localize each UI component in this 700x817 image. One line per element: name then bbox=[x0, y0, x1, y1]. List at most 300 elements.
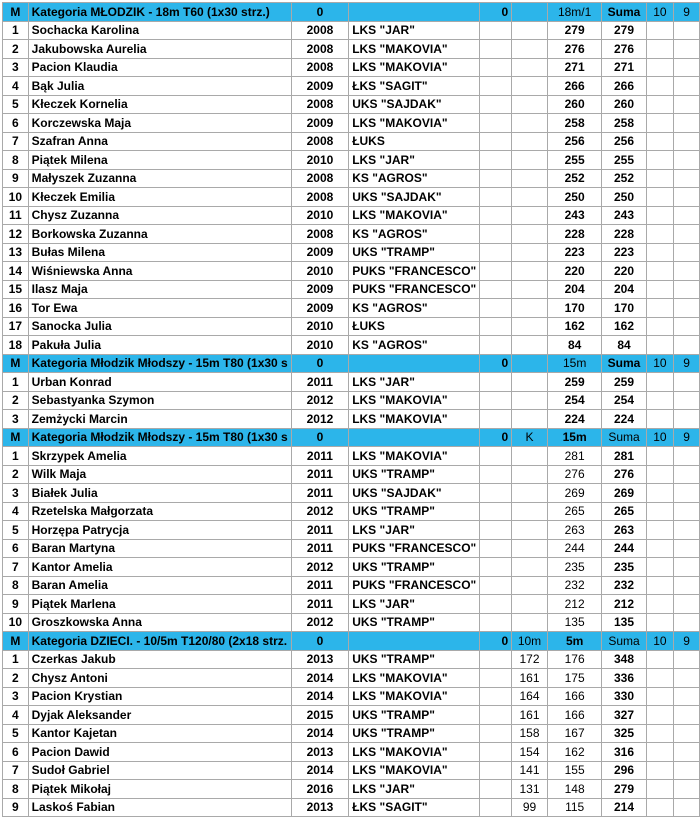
cell-c5 bbox=[480, 484, 512, 503]
cell-place: 5 bbox=[3, 724, 29, 743]
cell-club: UKS "TRAMP" bbox=[349, 724, 480, 743]
cell-tens bbox=[646, 576, 674, 595]
cell-score: 223 bbox=[547, 243, 602, 262]
cell-score: 84 bbox=[547, 336, 602, 355]
cell-name: Pakuła Julia bbox=[28, 336, 291, 355]
cell-year: 2015 bbox=[291, 706, 348, 725]
header-cell-tens: 10 bbox=[646, 632, 674, 651]
header-cell-c5: 0 bbox=[480, 3, 512, 22]
cell-sum: 279 bbox=[602, 780, 646, 799]
cell-year: 2013 bbox=[291, 743, 348, 762]
cell-place: 1 bbox=[3, 650, 29, 669]
cell-year: 2011 bbox=[291, 373, 348, 392]
cell-sum: 135 bbox=[602, 613, 646, 632]
cell-score: 204 bbox=[547, 280, 602, 299]
cell-club: LKS "MAKOVIA" bbox=[349, 40, 480, 59]
cell-year: 2010 bbox=[291, 336, 348, 355]
table-row bbox=[3, 706, 700, 725]
cell-c6 bbox=[512, 410, 548, 429]
cell-c5 bbox=[480, 58, 512, 77]
cell-year: 2011 bbox=[291, 465, 348, 484]
cell-club: ŁUKS bbox=[349, 132, 480, 151]
cell-place: 14 bbox=[3, 262, 29, 281]
cell-sum: 162 bbox=[602, 317, 646, 336]
cell-club: LKS "MAKOVIA" bbox=[349, 761, 480, 780]
cell-tens bbox=[646, 447, 674, 466]
cell-sum: 255 bbox=[602, 151, 646, 170]
cell-tens bbox=[646, 521, 674, 540]
cell-club: UKS "TRAMP" bbox=[349, 613, 480, 632]
cell-year: 2008 bbox=[291, 188, 348, 207]
cell-c6 bbox=[512, 558, 548, 577]
cell-score: 254 bbox=[547, 391, 602, 410]
cell-nines bbox=[674, 114, 700, 133]
cell-c6 bbox=[512, 539, 548, 558]
cell-score: 155 bbox=[547, 761, 602, 780]
cell-tens bbox=[646, 169, 674, 188]
cell-name: Białek Julia bbox=[28, 484, 291, 503]
cell-place: 8 bbox=[3, 151, 29, 170]
table-row bbox=[3, 77, 700, 96]
cell-name: Dyjak Aleksander bbox=[28, 706, 291, 725]
cell-c5 bbox=[480, 576, 512, 595]
cell-place: 9 bbox=[3, 595, 29, 614]
cell-nines bbox=[674, 484, 700, 503]
cell-c5 bbox=[480, 558, 512, 577]
cell-name: Pacion Dawid bbox=[28, 743, 291, 762]
cell-score: 224 bbox=[547, 410, 602, 429]
cell-c5 bbox=[480, 798, 512, 817]
table-row bbox=[3, 243, 700, 262]
cell-c6: 161 bbox=[512, 706, 548, 725]
cell-nines bbox=[674, 317, 700, 336]
cell-sum: 263 bbox=[602, 521, 646, 540]
cell-c5 bbox=[480, 724, 512, 743]
header-cell-place: M bbox=[3, 3, 29, 22]
cell-club: LKS "JAR" bbox=[349, 151, 480, 170]
cell-nines bbox=[674, 798, 700, 817]
cell-tens bbox=[646, 317, 674, 336]
cell-club: UKS "SAJDAK" bbox=[349, 188, 480, 207]
table-row bbox=[3, 262, 700, 281]
cell-nines bbox=[674, 225, 700, 244]
table-row bbox=[3, 410, 700, 429]
cell-place: 3 bbox=[3, 484, 29, 503]
cell-score: 250 bbox=[547, 188, 602, 207]
cell-nines bbox=[674, 299, 700, 318]
cell-place: 9 bbox=[3, 798, 29, 817]
cell-c6 bbox=[512, 132, 548, 151]
cell-sum: 220 bbox=[602, 262, 646, 281]
cell-tens bbox=[646, 706, 674, 725]
cell-year: 2008 bbox=[291, 132, 348, 151]
cell-place: 4 bbox=[3, 706, 29, 725]
table-row bbox=[3, 576, 700, 595]
cell-year: 2009 bbox=[291, 114, 348, 133]
cell-name: Piątek Milena bbox=[28, 151, 291, 170]
cell-c5 bbox=[480, 595, 512, 614]
cell-nines bbox=[674, 502, 700, 521]
cell-tens bbox=[646, 798, 674, 817]
cell-c6 bbox=[512, 465, 548, 484]
cell-nines bbox=[674, 280, 700, 299]
cell-name: Sochacka Karolina bbox=[28, 21, 291, 40]
cell-place: 16 bbox=[3, 299, 29, 318]
cell-c6 bbox=[512, 21, 548, 40]
cell-place: 8 bbox=[3, 576, 29, 595]
cell-name: Tor Ewa bbox=[28, 299, 291, 318]
cell-sum: 204 bbox=[602, 280, 646, 299]
cell-tens bbox=[646, 280, 674, 299]
cell-nines bbox=[674, 262, 700, 281]
cell-tens bbox=[646, 77, 674, 96]
cell-nines bbox=[674, 132, 700, 151]
table-row bbox=[3, 391, 700, 410]
cell-year: 2016 bbox=[291, 780, 348, 799]
table-row bbox=[3, 336, 700, 355]
cell-sum: 276 bbox=[602, 465, 646, 484]
cell-sum: 336 bbox=[602, 669, 646, 688]
cell-score: 166 bbox=[547, 687, 602, 706]
cell-tens bbox=[646, 558, 674, 577]
cell-tens bbox=[646, 21, 674, 40]
cell-name: Szafran Anna bbox=[28, 132, 291, 151]
cell-c6: 158 bbox=[512, 724, 548, 743]
cell-sum: 266 bbox=[602, 77, 646, 96]
cell-sum: 260 bbox=[602, 95, 646, 114]
cell-year: 2008 bbox=[291, 225, 348, 244]
header-cell-nines: 9 bbox=[674, 428, 700, 447]
cell-c5 bbox=[480, 613, 512, 632]
cell-c5 bbox=[480, 780, 512, 799]
header-cell-club bbox=[349, 428, 480, 447]
table-row bbox=[3, 780, 700, 799]
header-cell-club bbox=[349, 3, 480, 22]
cell-nines bbox=[674, 77, 700, 96]
header-cell-tens: 10 bbox=[646, 3, 674, 22]
cell-club: PUKS "FRANCESCO" bbox=[349, 539, 480, 558]
cell-score: 256 bbox=[547, 132, 602, 151]
table-row bbox=[3, 724, 700, 743]
cell-c6 bbox=[512, 225, 548, 244]
table-row bbox=[3, 169, 700, 188]
cell-place: 7 bbox=[3, 558, 29, 577]
cell-c6: 164 bbox=[512, 687, 548, 706]
cell-c6: 161 bbox=[512, 669, 548, 688]
cell-place: 7 bbox=[3, 132, 29, 151]
table-row bbox=[3, 687, 700, 706]
cell-year: 2012 bbox=[291, 558, 348, 577]
cell-c6 bbox=[512, 114, 548, 133]
cell-c5 bbox=[480, 447, 512, 466]
cell-tens bbox=[646, 151, 674, 170]
cell-c6 bbox=[512, 336, 548, 355]
cell-c6 bbox=[512, 447, 548, 466]
cell-nines bbox=[674, 613, 700, 632]
table-row bbox=[3, 373, 700, 392]
cell-sum: 259 bbox=[602, 373, 646, 392]
cell-place: 6 bbox=[3, 114, 29, 133]
cell-place: 5 bbox=[3, 521, 29, 540]
cell-club: ŁUKS bbox=[349, 317, 480, 336]
cell-place: 2 bbox=[3, 669, 29, 688]
cell-c6 bbox=[512, 262, 548, 281]
cell-name: Laskoś Fabian bbox=[28, 798, 291, 817]
cell-c5 bbox=[480, 465, 512, 484]
cell-tens bbox=[646, 132, 674, 151]
cell-year: 2013 bbox=[291, 650, 348, 669]
table-row bbox=[3, 465, 700, 484]
cell-tens bbox=[646, 539, 674, 558]
cell-score: 252 bbox=[547, 169, 602, 188]
cell-sum: 271 bbox=[602, 58, 646, 77]
cell-sum: 279 bbox=[602, 21, 646, 40]
cell-year: 2012 bbox=[291, 502, 348, 521]
cell-club: LKS "JAR" bbox=[349, 521, 480, 540]
cell-c5 bbox=[480, 280, 512, 299]
header-cell-sum: Suma bbox=[602, 632, 646, 651]
category-header-row bbox=[3, 632, 700, 651]
table-row bbox=[3, 317, 700, 336]
cell-c6 bbox=[512, 243, 548, 262]
cell-place: 1 bbox=[3, 373, 29, 392]
category-title: Kategoria Młodzik Młodszy - 15m T80 (1x30 s bbox=[28, 354, 291, 373]
cell-place: 4 bbox=[3, 77, 29, 96]
cell-club: PUKS "FRANCESCO" bbox=[349, 262, 480, 281]
table-row bbox=[3, 484, 700, 503]
cell-tens bbox=[646, 58, 674, 77]
cell-tens bbox=[646, 687, 674, 706]
cell-c5 bbox=[480, 706, 512, 725]
header-cell-score: 15m bbox=[547, 354, 602, 373]
cell-club: LKS "MAKOVIA" bbox=[349, 391, 480, 410]
cell-name: Sanocka Julia bbox=[28, 317, 291, 336]
header-cell-nines: 9 bbox=[674, 632, 700, 651]
cell-year: 2009 bbox=[291, 299, 348, 318]
cell-c6 bbox=[512, 576, 548, 595]
table-row bbox=[3, 21, 700, 40]
cell-score: 162 bbox=[547, 317, 602, 336]
cell-c5 bbox=[480, 521, 512, 540]
cell-nines bbox=[674, 706, 700, 725]
cell-name: Wilk Maja bbox=[28, 465, 291, 484]
cell-score: 259 bbox=[547, 373, 602, 392]
cell-sum: 256 bbox=[602, 132, 646, 151]
cell-sum: 212 bbox=[602, 595, 646, 614]
cell-tens bbox=[646, 613, 674, 632]
cell-c6 bbox=[512, 151, 548, 170]
cell-club: KS "AGROS" bbox=[349, 336, 480, 355]
cell-sum: 254 bbox=[602, 391, 646, 410]
cell-sum: 214 bbox=[602, 798, 646, 817]
cell-name: Sebastyanka Szymon bbox=[28, 391, 291, 410]
cell-c5 bbox=[480, 188, 512, 207]
category-title: Kategoria Młodzik Młodszy - 15m T80 (1x30 s bbox=[28, 428, 291, 447]
cell-sum: 316 bbox=[602, 743, 646, 762]
cell-score: 135 bbox=[547, 613, 602, 632]
cell-club: LKS "MAKOVIA" bbox=[349, 447, 480, 466]
cell-c5 bbox=[480, 502, 512, 521]
cell-c6 bbox=[512, 317, 548, 336]
cell-c5 bbox=[480, 114, 512, 133]
cell-year: 2011 bbox=[291, 539, 348, 558]
header-cell-c5: 0 bbox=[480, 428, 512, 447]
cell-tens bbox=[646, 40, 674, 59]
table-row bbox=[3, 206, 700, 225]
cell-club: LKS "MAKOVIA" bbox=[349, 669, 480, 688]
cell-c5 bbox=[480, 95, 512, 114]
cell-sum: 243 bbox=[602, 206, 646, 225]
cell-tens bbox=[646, 410, 674, 429]
cell-tens bbox=[646, 373, 674, 392]
cell-nines bbox=[674, 391, 700, 410]
cell-nines bbox=[674, 151, 700, 170]
cell-year: 2010 bbox=[291, 151, 348, 170]
cell-club: LKS "JAR" bbox=[349, 595, 480, 614]
cell-sum: 258 bbox=[602, 114, 646, 133]
cell-nines bbox=[674, 58, 700, 77]
cell-score: 258 bbox=[547, 114, 602, 133]
cell-score: 269 bbox=[547, 484, 602, 503]
category-title: Kategoria MŁODZIK - 18m T60 (1x30 strz.) bbox=[28, 3, 291, 22]
cell-name: Korczewska Maja bbox=[28, 114, 291, 133]
cell-c6 bbox=[512, 595, 548, 614]
cell-name: Bąk Julia bbox=[28, 77, 291, 96]
cell-tens bbox=[646, 188, 674, 207]
header-cell-c6: K bbox=[512, 428, 548, 447]
cell-year: 2009 bbox=[291, 77, 348, 96]
cell-nines bbox=[674, 169, 700, 188]
cell-club: LKS "MAKOVIA" bbox=[349, 687, 480, 706]
cell-score: 281 bbox=[547, 447, 602, 466]
cell-nines bbox=[674, 336, 700, 355]
cell-c5 bbox=[480, 299, 512, 318]
header-cell-score: 5m bbox=[547, 632, 602, 651]
category-header-row bbox=[3, 3, 700, 22]
cell-sum: 269 bbox=[602, 484, 646, 503]
cell-nines bbox=[674, 447, 700, 466]
cell-year: 2014 bbox=[291, 761, 348, 780]
cell-club: UKS "TRAMP" bbox=[349, 502, 480, 521]
cell-c6 bbox=[512, 502, 548, 521]
cell-sum: 327 bbox=[602, 706, 646, 725]
cell-c5 bbox=[480, 539, 512, 558]
cell-score: 232 bbox=[547, 576, 602, 595]
cell-c6 bbox=[512, 77, 548, 96]
cell-c5 bbox=[480, 761, 512, 780]
category-title: Kategoria DZIECI. - 10/5m T120/80 (2x18 strz. bbox=[28, 632, 291, 651]
cell-c5 bbox=[480, 317, 512, 336]
header-cell-year: 0 bbox=[291, 354, 348, 373]
cell-nines bbox=[674, 243, 700, 262]
cell-c5 bbox=[480, 77, 512, 96]
cell-score: 276 bbox=[547, 40, 602, 59]
cell-place: 3 bbox=[3, 410, 29, 429]
cell-name: Małyszek Zuzanna bbox=[28, 169, 291, 188]
cell-year: 2011 bbox=[291, 484, 348, 503]
cell-tens bbox=[646, 465, 674, 484]
cell-place: 3 bbox=[3, 58, 29, 77]
cell-nines bbox=[674, 595, 700, 614]
cell-name: Kłeczek Kornelia bbox=[28, 95, 291, 114]
cell-nines bbox=[674, 188, 700, 207]
cell-sum: 276 bbox=[602, 40, 646, 59]
cell-name: Chysz Antoni bbox=[28, 669, 291, 688]
cell-c6 bbox=[512, 521, 548, 540]
cell-name: Wiśniewska Anna bbox=[28, 262, 291, 281]
header-cell-nines: 9 bbox=[674, 3, 700, 22]
cell-place: 3 bbox=[3, 687, 29, 706]
cell-c5 bbox=[480, 391, 512, 410]
table-row bbox=[3, 743, 700, 762]
cell-place: 4 bbox=[3, 502, 29, 521]
table-row bbox=[3, 151, 700, 170]
cell-name: Groszkowska Anna bbox=[28, 613, 291, 632]
cell-tens bbox=[646, 595, 674, 614]
cell-place: 5 bbox=[3, 95, 29, 114]
cell-c5 bbox=[480, 669, 512, 688]
cell-sum: 330 bbox=[602, 687, 646, 706]
cell-nines bbox=[674, 724, 700, 743]
cell-score: 115 bbox=[547, 798, 602, 817]
cell-score: 228 bbox=[547, 225, 602, 244]
cell-place: 17 bbox=[3, 317, 29, 336]
cell-c6: 131 bbox=[512, 780, 548, 799]
cell-tens bbox=[646, 743, 674, 762]
results-sheet bbox=[2, 2, 700, 817]
table-row bbox=[3, 225, 700, 244]
cell-score: 276 bbox=[547, 465, 602, 484]
cell-sum: 250 bbox=[602, 188, 646, 207]
cell-sum: 232 bbox=[602, 576, 646, 595]
cell-place: 10 bbox=[3, 613, 29, 632]
cell-name: Kantor Amelia bbox=[28, 558, 291, 577]
cell-score: 175 bbox=[547, 669, 602, 688]
cell-club: UKS "TRAMP" bbox=[349, 243, 480, 262]
cell-place: 12 bbox=[3, 225, 29, 244]
cell-sum: 228 bbox=[602, 225, 646, 244]
cell-sum: 170 bbox=[602, 299, 646, 318]
cell-name: Rzetelska Małgorzata bbox=[28, 502, 291, 521]
cell-score: 279 bbox=[547, 21, 602, 40]
table-row bbox=[3, 539, 700, 558]
cell-year: 2009 bbox=[291, 243, 348, 262]
cell-c6: 172 bbox=[512, 650, 548, 669]
cell-place: 18 bbox=[3, 336, 29, 355]
cell-place: 7 bbox=[3, 761, 29, 780]
cell-place: 13 bbox=[3, 243, 29, 262]
cell-c5 bbox=[480, 650, 512, 669]
header-cell-year: 0 bbox=[291, 428, 348, 447]
cell-sum: 325 bbox=[602, 724, 646, 743]
table-row bbox=[3, 299, 700, 318]
cell-c5 bbox=[480, 169, 512, 188]
cell-sum: 265 bbox=[602, 502, 646, 521]
cell-score: 255 bbox=[547, 151, 602, 170]
cell-c6 bbox=[512, 58, 548, 77]
cell-c5 bbox=[480, 151, 512, 170]
cell-c5 bbox=[480, 243, 512, 262]
cell-name: Jakubowska Aurelia bbox=[28, 40, 291, 59]
cell-club: UKS "TRAMP" bbox=[349, 650, 480, 669]
cell-year: 2012 bbox=[291, 613, 348, 632]
cell-c5 bbox=[480, 687, 512, 706]
cell-club: KS "AGROS" bbox=[349, 225, 480, 244]
cell-tens bbox=[646, 502, 674, 521]
cell-c6 bbox=[512, 484, 548, 503]
table-row bbox=[3, 40, 700, 59]
cell-club: UKS "TRAMP" bbox=[349, 558, 480, 577]
